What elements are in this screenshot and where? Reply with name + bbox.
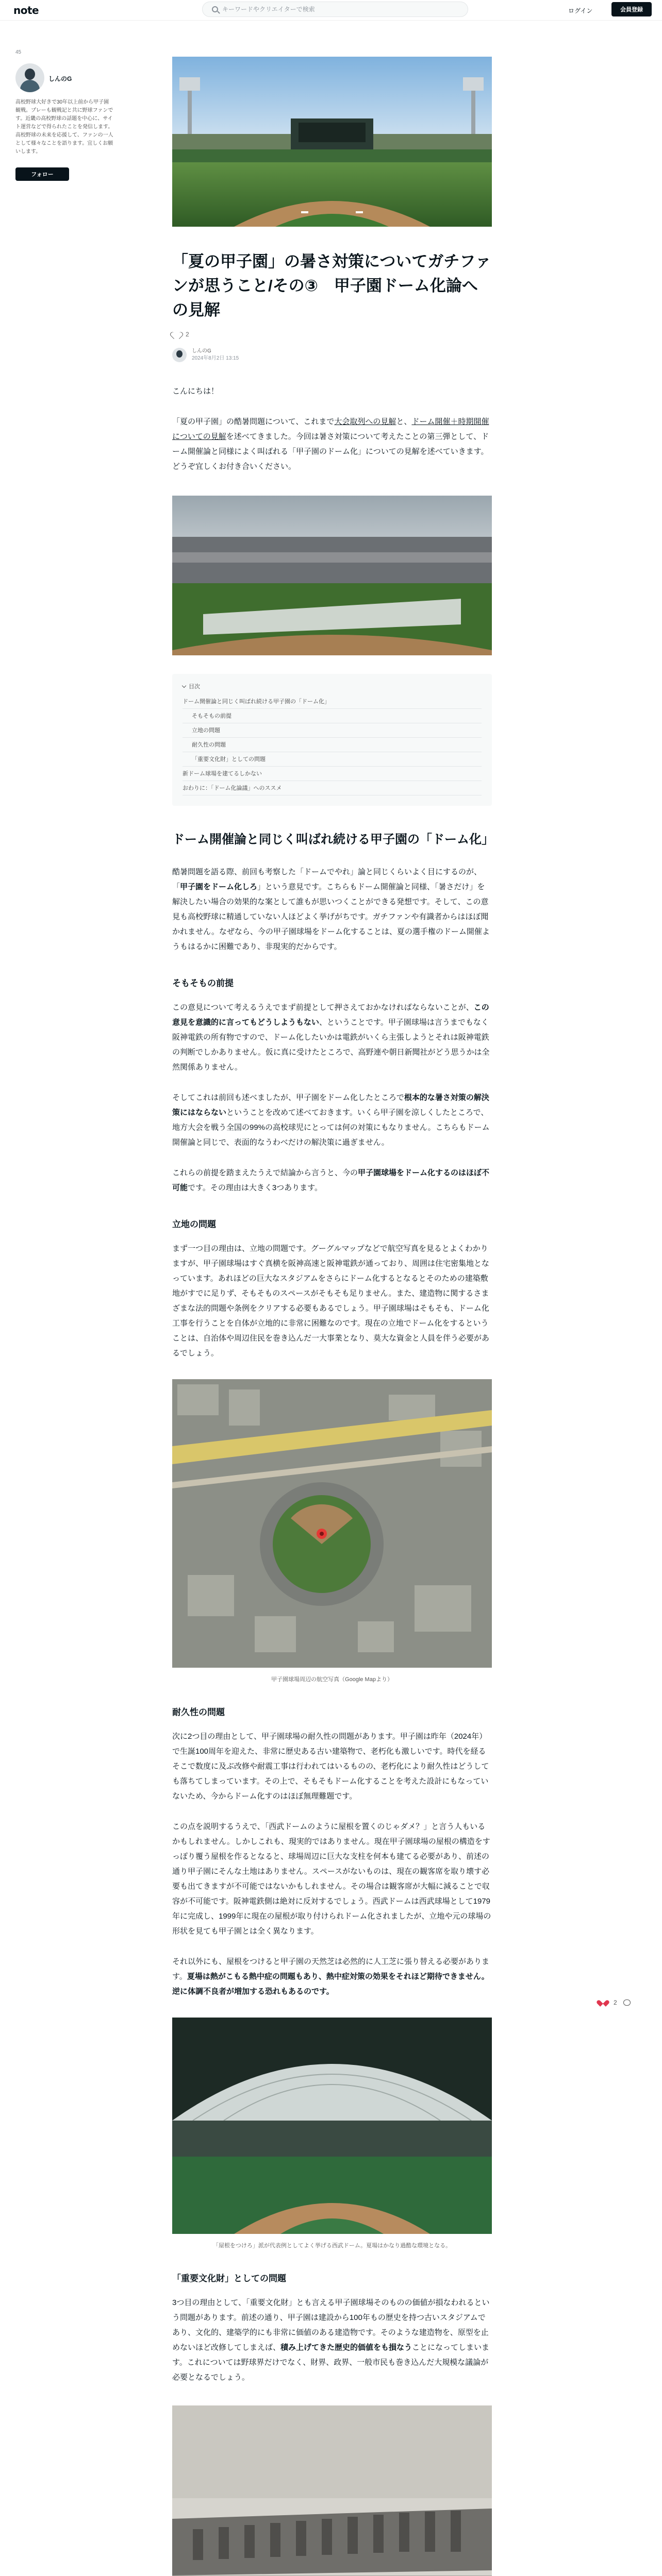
header-image-stadium	[172, 57, 492, 227]
heart-icon[interactable]	[172, 330, 180, 338]
subsection-heading: 耐久性の問題	[172, 1707, 225, 1717]
author-row	[172, 348, 492, 362]
bold-text: この意見を意識的に言ってもどうしようもない	[172, 1003, 489, 1027]
section-paragraph: まず一つ目の理由は、立地の問題です。グーグルマップなどで航空写真を見るとよくわかりますが、甲子園球場はすぐ真横を阪神高速と阪神電鉄が通っており、周囲は住宅密集地となっています。あれほどの巨大なスタジアムをさらにドーム化するとなるとそのための建築敷地がすでに足りず、そもそものスペースがそもそも足りません。また、建造物に関するさまざまな法的問題や条例をクリアする必要もあるでしょう。甲子園球場はそもそも、ドーム化工事を行うことを自体が立地的に非常に困難なのです。現在の立地でドーム化をするということは、自治体や周辺住民を巻き込んだ一大事業となり、莫大な資金と人員を伴う必要があるでしょう。	[172, 1244, 490, 1358]
creator-name[interactable]: しんのG	[48, 75, 72, 82]
text-span: ことになってしまいます。これについては野球界だけでなく、財界、政界、一般市民も巻き込んだ大規模な議論が必要となるでしょう。	[172, 2343, 490, 2382]
section-paragraph	[172, 1165, 492, 1195]
sidebar-count: 45	[15, 49, 22, 55]
bold-text: 根本的な暑さ対策の解決策にはならない	[172, 1093, 489, 1117]
creator-bio: 高校野球大好きで30年以上前から甲子園観戦。プレーも観戦記と共に野球ファンです。近畿の高校野球の話題を中心に、サイト運営などで得られたことを発信します。高校野球の未来を応援して、ファンの一人として様々なことを語ります。宜しくお願いします。	[15, 99, 113, 155]
post-date: 2024年8月2日 13:15	[192, 355, 239, 361]
image-caption: 「屋根をつけろ」派が代表例としてよく挙げる西武ドーム。夏場はかなり過酷な環境となる。	[212, 2243, 452, 2249]
section-paragraph: 次に2つ目の理由として、甲子園球場の耐久性の問題があります。甲子園は昨年（2024年）で生誕100周年を迎えた、非常に歴史ある古い建築物で、老朽化も激しいです。時代を経るそこで数度に及ぶ改修や耐震工事は行われてはいるものの、老朽化により耐久性はどうしても落ちてしまっています。その上で、そもそもドーム化することを考えた設計にもなっていないため、今からドーム化すのはほぼ無理難題です。	[172, 1732, 489, 1801]
author-meta	[192, 348, 239, 362]
subsection-heading: 「重要文化財」としての問題	[172, 2274, 286, 2283]
like-row	[172, 330, 492, 338]
historic-stadium-image	[172, 2405, 492, 2576]
intro-link-2[interactable]: ドーム開催＋時期開催についての見解	[172, 417, 489, 441]
article	[172, 57, 492, 2576]
intro-paragraph	[172, 414, 492, 474]
table-of-contents	[172, 674, 492, 806]
intro-link-1[interactable]: 大会取列への見解	[334, 417, 396, 426]
text-span: この意見について考えるうえでまず前提として押さえておかなければならないことが、	[172, 1003, 474, 1012]
note-logo[interactable]: note	[13, 4, 39, 16]
toc-item[interactable]: そもそもの前提	[183, 709, 482, 723]
site-header	[0, 0, 662, 21]
text-span: ということを改めて述べておきます。いくら甲子園を涼しくしたところで、地方大会を戦う全国の99%の高校球児にとっては何の対策にもなりません。こちらもドーム開催論と同じで、表面的なうわべだけの解決策に過ぎません。	[172, 1108, 490, 1147]
chevron-down-icon	[182, 683, 186, 687]
section-paragraph	[172, 1954, 492, 1999]
text-span: 3つ目の理由として、「重要文化財」とも言える甲子園球場そのものの価値が損なわれるという問題があります。前述の通り、甲子園は建設から100年もの歴史を持つ古いスタジアムであり、文化的、建築学的にも非常に価値のある建造物です。そのような建造物を、原型を止めないほど改修してしまえば、	[172, 2298, 490, 2352]
ceremony-image	[172, 496, 492, 655]
follow-button[interactable]	[15, 167, 69, 181]
toc-item[interactable]: 「重要文化財」としての問題	[183, 752, 482, 767]
subsection-heading: 立地の問題	[172, 1219, 216, 1229]
toc-label: 目次	[189, 684, 200, 690]
section-paragraph	[172, 865, 492, 954]
greeting: こんにちは！	[172, 387, 219, 396]
aerial-map-image	[172, 1379, 492, 1668]
toc-item[interactable]: 耐久性の問題	[183, 738, 482, 752]
text-span: それ以外にも、屋根をつけると甲子園の天然芝は必然的に人工芝に張り替える必要があります。	[172, 1957, 490, 1981]
float-like-count: 2	[614, 1999, 617, 2006]
login-button[interactable]: ログイン	[568, 7, 593, 14]
text-span: 、ということです。甲子園球場は言うまでもなく阪神電鉄の所有物ですので、ドーム化したいかは電鉄がいくら主張しようとそれは阪神電鉄の判断でしかありません。仮に真に受けたところで、高野連や朝日新聞社がどう思うかは全然関係ありません。	[172, 1018, 490, 1072]
heart-icon[interactable]	[599, 1999, 607, 2006]
section-paragraph	[172, 1090, 492, 1150]
section-paragraph: この点を説明するうえで、「西武ドームのように屋根を置くのじゃダメ？」と言う人もいるかもしれません。しかしこれも、現実的ではありません。現在甲子園球場の屋根の構造をすっぽり覆う屋根を作るとなると、球場周辺に巨大な支柱を何本も建てる必要があり、前述の通り甲子園にそんな土地はありません。スペースがないものは、現在の観客席を取り壊す必要も出てきますが不可能ではないかもしれません。その場合は観客席が大幅に減ることで収容が不可能です。阪神電鉄側は絶対に反対するでしょう。西武ドームは西武球場として1979年に完成し、1999年に現在の屋根が取り付けられドーム化されましたが、立地や元の球場の形状を見ても甲子園とは全く異なります。	[172, 1822, 491, 1936]
text-span: です。その理由は大きく3つあります。	[188, 1183, 322, 1192]
intro-text-2: と、	[396, 417, 412, 426]
aerial-map-photo	[172, 1379, 492, 1668]
text-span: そしてこれは前回も述べましたが、甲子園をドーム化したところで	[172, 1093, 404, 1102]
toc-toggle[interactable]	[183, 682, 482, 690]
bold-text: 甲子園球場をドーム化するのはほぼ不可能	[172, 1168, 490, 1192]
dome-photo	[172, 2018, 492, 2234]
like-count: 2	[186, 331, 189, 338]
bold-text: 積み上げてきた歴史的価値をも損なう	[280, 2343, 412, 2352]
follow-label: フォロー	[31, 172, 54, 178]
signup-button[interactable]: 会員登録	[611, 2, 652, 16]
comment-icon[interactable]	[623, 1999, 631, 2006]
intro-text-3: を述べてきました。今回は暑さ対策について考えたことの第三弾として、ドーム開催論と同様によく叫ばれる「甲子園のドーム化」についての見解を述べていきます。どうぞ宜しくお付き合いください。	[172, 432, 489, 471]
toc-item[interactable]: 新ドーム球場を建てるしかない	[183, 767, 482, 781]
toc-item[interactable]: おわりに：「ドーム化論議」へのススメ	[183, 781, 482, 795]
section-paragraph	[172, 1000, 492, 1075]
section-heading: ドーム開催論と同じく叫ばれ続ける甲子園の「ドーム化」	[172, 833, 494, 846]
text-span: 」という意見です。こちらもドーム開催論と同様、「暑さだけ」を解決したい場合の効果的な案として誰もが思いつくことができる発想です。そして、この意見も高校野球に精通していない人ほどよく挙げがちです。ガチファンや有識者からはほぼ聞かれません。なぜなら、今の甲子園球場をドーム化することは、夏の選手権のドーム開催ようもはるかに困難であり、非現実的だからです。	[172, 883, 490, 951]
stadium-photo	[172, 57, 492, 227]
search-icon	[212, 6, 218, 12]
toc-item[interactable]: 立地の問題	[183, 723, 482, 738]
search-input[interactable]	[222, 6, 449, 13]
creator-sidebar	[15, 49, 113, 181]
text-span: これらの前提を踏まえたうえで結論から言うと、今の	[172, 1168, 358, 1177]
avatar[interactable]	[15, 63, 44, 92]
author-name[interactable]: しんのG	[192, 348, 211, 354]
toc-item[interactable]: ドーム開催論と同じく叫ばれ続ける甲子園の「ドーム化」	[183, 694, 482, 709]
section-paragraph	[172, 2295, 492, 2385]
historic-stadium-photo	[172, 2405, 492, 2576]
text-span: 酷暑問題を語る際、前回も考察した「ドームでやれ」論と同じくらいよく目にするのが、「	[172, 868, 482, 891]
article-title: 「夏の甲子園」の暑さ対策についてガチファンが思うこと/その③ 甲子園ドーム化論への見解	[172, 252, 491, 319]
bold-text: 夏場は熱がこもる熱中症の問題もあり、熱中症対策の効果をそれほど期待できません。逆に体調不良者が増加する恐れもあるのです。	[172, 1972, 489, 1996]
ceremony-photo	[172, 496, 492, 655]
image-caption: 甲子園球場周辺の航空写真（Google Mapより）	[271, 1676, 393, 1683]
bold-text: 甲子園をドーム化しろ	[180, 883, 258, 891]
search-bar[interactable]	[202, 2, 468, 17]
floating-actions	[599, 1999, 631, 2006]
dome-image	[172, 2018, 492, 2234]
intro-text-1: 「夏の甲子園」の酷暑問題について、これまで	[172, 417, 335, 426]
subsection-heading: そもそもの前提	[172, 978, 234, 988]
author-avatar[interactable]	[172, 348, 187, 362]
